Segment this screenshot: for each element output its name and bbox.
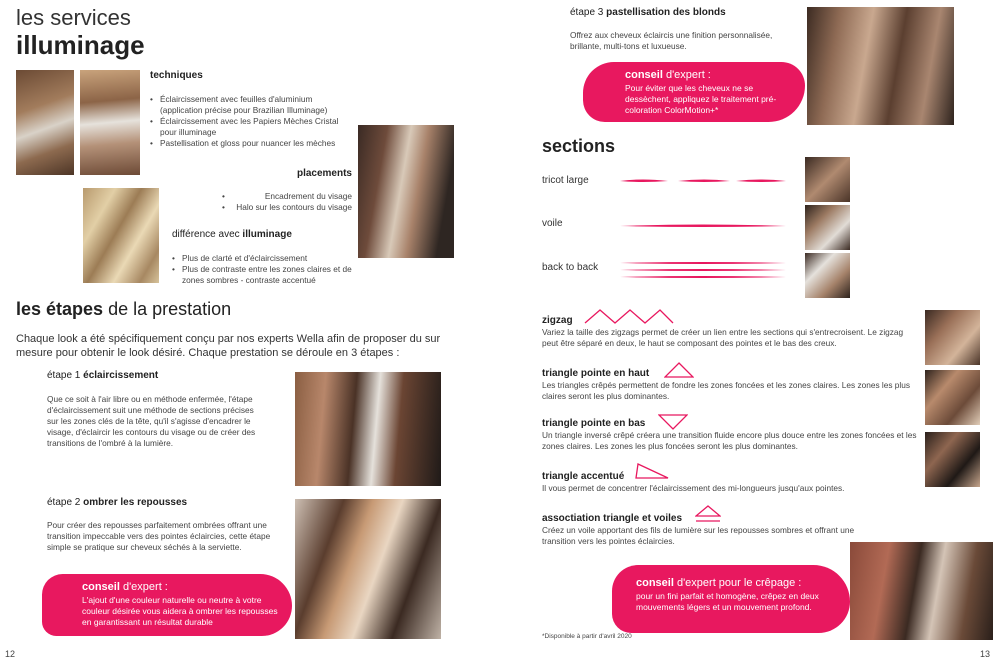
- photo-section-tricot: [805, 157, 850, 202]
- etape2-heading: étape 2 ombrer les repousses: [47, 497, 188, 508]
- voile-stroke-icon: [618, 221, 788, 231]
- difference-list: [172, 253, 354, 286]
- list-item: • Plus de contraste entre les zones claires et de zones sombres - contraste accentué: [172, 264, 354, 286]
- photo-blonde-hair: [83, 188, 159, 283]
- list-item: • Pastellisation et gloss pour nuancer les mèches: [150, 138, 350, 149]
- etape1-heading: étape 1 éclaircissement: [47, 370, 159, 381]
- photo-crepage: [850, 542, 993, 640]
- placements-list: [222, 191, 352, 213]
- tricot-stroke-icon: [618, 175, 788, 187]
- difference-heading: différence avec illuminage: [172, 229, 292, 240]
- photo-woman-foils: [358, 125, 454, 258]
- page-number-left: 12: [5, 649, 16, 659]
- conseil-bubble-top: conseil d'expert : Pour éviter que les cheveux ne se dessèchent, appliquez le traitement pré-coloration ColorMotion+*: [583, 62, 805, 122]
- photo-woman-brush: [295, 499, 441, 639]
- triangle-veil-icon: [695, 505, 721, 525]
- tri-accentue-title: triangle accentué: [542, 471, 625, 482]
- etape3-text: Offrez aux cheveux éclaircis une finition personnalisée, brillante, multi-tons et luxueuse.: [570, 30, 773, 51]
- services-title: les services illuminage: [16, 5, 145, 60]
- techniques-heading: techniques: [150, 70, 203, 81]
- photo-zigzag: [925, 310, 980, 365]
- placements-heading: placements: [296, 168, 352, 179]
- zigzag-icon: [583, 307, 675, 325]
- tri-bas-text: Un triangle inversé crêpé créera une transition fluide encore plus douce entre les zones foncées et les zones claires. Les zones les plus foncées seront les plus dominantes.: [542, 430, 917, 451]
- photo-foil-highlights: [16, 70, 74, 175]
- photo-hair-back: [807, 7, 954, 125]
- list-item: • Halo sur les contours du visage: [222, 202, 352, 213]
- techniques-list: [150, 94, 350, 149]
- photo-section-voile: [805, 205, 850, 250]
- zigzag-text: Variez la taille des zigzags permet de créer un lien entre les sections qui s'entrecroisent. Le zigzag peut être séparé en deux, le haut se composant des pointes et le bas des creux.: [542, 327, 904, 348]
- photo-tri-haut: [925, 370, 980, 425]
- tri-accentue-text: Il vous permet de concentrer l'éclaircissement des mi-longueurs jusqu'aux pointes.: [542, 483, 845, 493]
- list-item: • Éclaircissement avec les Papiers Mèches Cristal pour illuminage: [150, 116, 350, 138]
- list-item: • Encadrement du visage: [222, 191, 352, 202]
- conseil-bubble-crepage: conseil d'expert pour le crêpage : pour un fini parfait et homogène, crêpez en deux mouvements légers et un mouvement profond.: [612, 565, 850, 633]
- photo-foil-application: [295, 372, 441, 486]
- tri-bas-title: triangle pointe en bas: [542, 418, 646, 429]
- tri-haut-title: triangle pointe en haut: [542, 368, 650, 379]
- etape3-heading: étape 3 pastellisation des blonds: [570, 7, 726, 18]
- section-label-back-to-back: back to back: [542, 262, 599, 273]
- assoc-text: Créez un voile apportant des fils de lumière sur les repousses sombres et offrant une transition vers les pointes éclaircies.: [542, 525, 855, 546]
- photo-foil-strand: [80, 70, 140, 175]
- triangle-down-icon: [658, 414, 688, 430]
- list-item: • Éclaircissement avec feuilles d'aluminium (application précise pour Brazilian Illuminage): [150, 94, 350, 116]
- page-number-right: 13: [980, 649, 991, 659]
- assoc-title: assoctiation triangle et voiles: [542, 513, 683, 524]
- triangle-up-icon: [664, 362, 694, 378]
- back-to-back-stroke-icon: [618, 259, 788, 281]
- photo-tri-bas: [925, 432, 980, 487]
- etapes-intro: Chaque look a été spécifiquement conçu par nos experts Wella afin de proposer du sur mesure pour obtenir le look désiré. Chaque prestation se déroule en 3 étapes :: [16, 333, 441, 359]
- etape2-text: Pour créer des repousses parfaitement ombrées offrant une transition impeccable vers des pointes éclaircies, cette étape simple se pratique sur cheveux séchés à la serviette.: [47, 520, 271, 552]
- list-item: • Plus de clarté et d'éclaircissement: [172, 253, 354, 264]
- zigzag-title: zigzag: [542, 315, 573, 326]
- conseil-bubble: conseil d'expert : L'ajout d'une couleur naturelle ou neutre à votre couleur désirée vous aidera à ombrer les repousses en garantissant un résultat durable: [42, 574, 292, 636]
- etape1-text: Que ce soit à l'air libre ou en méthode enfermée, l'étape d'éclaircissement suit une méthode de sections précises sur les zones clés de la tête, qu'il s'agisse d'encadrer le visage, d'éclaircir les contours du visage ou de créer des transitions de l'ombré à la lumière.: [47, 394, 256, 448]
- etapes-title: les étapes de la prestation: [16, 299, 232, 319]
- tri-haut-text: Les triangles crêpés permettent de fondre les zones foncées et les zones claires. Les zones les plus claires seront les plus dominantes.: [542, 380, 911, 401]
- section-label-voile: voile: [542, 218, 563, 229]
- section-label-tricot: tricot large: [542, 175, 589, 186]
- footnote: *Disponible à partir d'avril 2020: [542, 633, 632, 640]
- triangle-accent-icon: [635, 463, 669, 480]
- photo-section-back-to-back: [805, 253, 850, 298]
- sections-title: sections: [542, 136, 616, 156]
